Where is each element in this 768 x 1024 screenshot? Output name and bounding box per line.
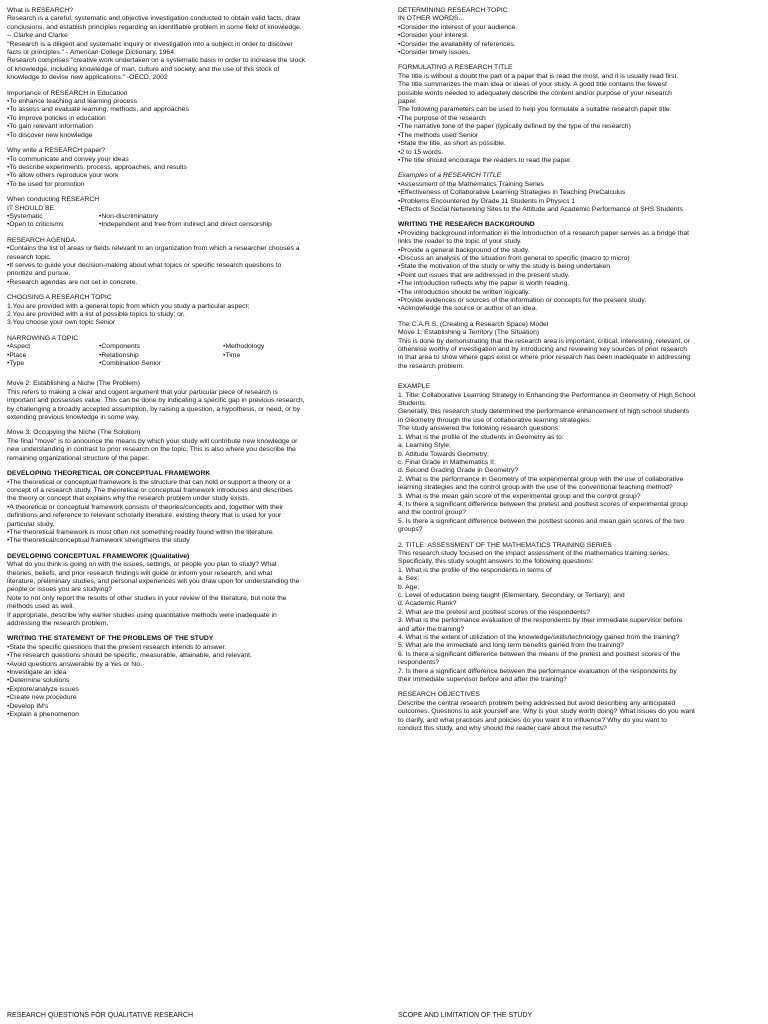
text-line: •The title should encourage the readers to read the paper. bbox=[398, 156, 572, 164]
section bbox=[398, 64, 762, 165]
text-line: b. Attitude Towards Geometry; bbox=[398, 450, 489, 458]
text-line: otherwise worthy of investigation and by introducing and reviewing key sources of prior research bbox=[398, 346, 688, 354]
text-line: c. Final Grade in Mathematics II; bbox=[398, 458, 496, 466]
text-line: •Consider the availability of references. bbox=[398, 40, 516, 48]
text-line: The final "move" is to announce the means by which your study will contribute new knowledge or bbox=[7, 437, 298, 445]
text-line: by challenging a broadly accepted assumption, by raising a question, a hypothesis, or need, or by bbox=[7, 405, 301, 413]
text-line: The study answered the following research questions: bbox=[398, 425, 561, 433]
text-line: links the reader to the topic of your study. bbox=[398, 238, 522, 246]
text-line: IT SHOULD BE: bbox=[7, 204, 56, 212]
text-line: IN OTHER WORDS... bbox=[398, 15, 465, 23]
footer-left-heading: RESEARCH QUESTIONS FOR QUALITATIVE RESEARCH bbox=[7, 1012, 194, 1019]
section-heading: Move 2: Establishing a Niche (The Problem) bbox=[7, 380, 140, 388]
text-line: d. Second Grading Grade in Geometry? bbox=[398, 467, 519, 475]
section-heading: WRITING THE RESEARCH BACKGROUND bbox=[398, 221, 535, 229]
section bbox=[398, 7, 762, 57]
section bbox=[7, 380, 379, 422]
text-line: •To gain relevant information bbox=[7, 123, 93, 131]
text-line: in that area to show where gaps exist or where prior research has been inadequate in addressing bbox=[398, 354, 691, 362]
text-line: •Provide a general background of the study. bbox=[398, 246, 530, 254]
text-line: 1. What is the profile of the students in Geometry as to: bbox=[398, 433, 564, 441]
section-heading: WRITING THE STATEMENT OF THE PROBLEMS OF THE STUDY bbox=[7, 635, 214, 643]
text-line: 1. What is the profile of the respondents in terms of bbox=[398, 566, 552, 574]
section-heading: RESEARCH AGENDA bbox=[7, 236, 75, 244]
text-line: Students. bbox=[398, 400, 427, 408]
text-line: The following parameters can be used to help you formulate a suitable research paper title: bbox=[398, 106, 672, 114]
text-line: •Effects of Social Networking Sites to the Attitude and Academic Performance of SHS Students bbox=[398, 205, 683, 213]
section-heading: When conducting RESEARCH bbox=[7, 196, 100, 204]
bullet-grid bbox=[7, 213, 379, 230]
text-line: facts or principles." - American College Dictionary, 1964 bbox=[7, 49, 174, 57]
section-heading: The C.A.R.S. (Creating a Research Space) Model bbox=[398, 320, 549, 328]
section bbox=[398, 542, 762, 685]
text-line: conclusions, and establish principles regarding an identifiable problem in some field of knowledge. bbox=[7, 23, 302, 31]
section bbox=[7, 635, 379, 719]
section-heading: FORMULATING A RESEARCH TITLE bbox=[398, 64, 513, 72]
text-line: knowledge to devise new applications." -OECD, 2002 bbox=[7, 74, 168, 82]
text-line: 4. What is the extent of utilization of the knowledge/skills/technology gained from the training? bbox=[398, 634, 680, 642]
text-line: Note to not only report the results of other studies in your review of the literature, but note the bbox=[7, 594, 287, 602]
section bbox=[7, 237, 379, 287]
text-line: particular study. bbox=[7, 520, 55, 528]
grid-item: •Place bbox=[7, 351, 27, 359]
text-line: •To describe experiments, process, approaches, and results bbox=[7, 163, 187, 171]
grid-item: •Non-discriminatory bbox=[99, 212, 159, 220]
text-line: •Investigate an idea bbox=[7, 669, 67, 677]
grid-item: •Aspect bbox=[7, 343, 31, 351]
text-line: •The theoretical/conceptual framework strengthens the study bbox=[7, 537, 190, 545]
text-line: •Provide evidences or sources of the information or concepts for the present study. bbox=[398, 297, 647, 304]
text-line: The title summarizes the main idea or ideas of your study. A good title contains the fewest bbox=[398, 81, 667, 89]
text-line: •State the motivation of the study or why the study is being undertaken bbox=[398, 263, 611, 271]
text-line: 5. What are the immediate and long term benefits gained from the training? bbox=[398, 642, 624, 650]
text-line: and the control group? bbox=[398, 509, 467, 517]
text-line: If appropriate, describe why earlier studies using quantitative methods were inadequate in bbox=[7, 611, 277, 619]
section-heading: Importance of RESEARCH in Education bbox=[7, 89, 128, 97]
text-line: •Consider the interest of your audience. bbox=[398, 23, 518, 31]
text-line: •Acknowledge the source or author of an idea. bbox=[398, 305, 538, 313]
text-line: What do you think is going on with the issues, settings, or people you plan to study? What bbox=[7, 561, 277, 569]
section bbox=[7, 7, 379, 83]
grid-item: •Systematic bbox=[7, 212, 43, 220]
text-line: •Avoid questions answerable by a Yes or No. bbox=[7, 660, 142, 668]
left-column bbox=[7, 7, 379, 726]
text-line: •Consider timely issues. bbox=[398, 49, 471, 57]
text-line: remaining organizational structure of the paper. bbox=[7, 454, 150, 462]
section-heading: Why write a RESEARCH paper? bbox=[7, 147, 106, 155]
text-line: c. Level of education being taught (Elementary, Secondary, or Tertiary); and bbox=[398, 592, 625, 599]
text-line: to clarify, and what practices and policies do you want it to influence? Why do you want to bbox=[398, 716, 667, 724]
section-heading: What is RESEARCH? bbox=[7, 7, 74, 14]
grid-item: •Components bbox=[99, 343, 140, 351]
text-line: 3. What is the mean gain score of the experimental group and the control group? bbox=[398, 492, 641, 500]
text-line: •To enhance teaching and learning process bbox=[7, 98, 138, 106]
text-line: research topic. bbox=[7, 253, 52, 261]
text-line: •Research agendas are not set in concrete. bbox=[7, 278, 138, 286]
text-line: •Develop IM's bbox=[7, 702, 49, 710]
text-line: •The theoretical framework is most often not something readily found within the literature. bbox=[7, 528, 275, 536]
grid-item: •Independent and free from indirect and direct censorship bbox=[99, 221, 272, 229]
text-line: •Problems Encountered by Grade 11 Students in Physics 1 bbox=[398, 197, 576, 205]
section bbox=[7, 196, 379, 230]
section bbox=[398, 221, 762, 313]
text-line: •Consider your interest. bbox=[398, 32, 469, 40]
text-line: methods used as well. bbox=[7, 603, 75, 611]
text-line: people or issues you are studying? bbox=[7, 586, 113, 594]
text-line: 3.You choose your own topic Senior bbox=[7, 319, 116, 327]
text-line: This is done by demonstrating that the research area is important, critical, interesting, relevant, or bbox=[398, 337, 691, 345]
text-line: •The research questions should be specific, measurable, attainable, and relevant. bbox=[7, 652, 252, 660]
text-line: The title is without a doubt the part of a paper that is read the most, and it is usually read first. bbox=[398, 72, 679, 80]
text-line: 6. Is there a significant difference between the means of the pretest and posttest scores of the bbox=[398, 650, 681, 658]
text-line: new understanding in contrast to prior research on the topic. This is also where you describe the bbox=[7, 446, 296, 454]
text-line: addressing the research problem. bbox=[7, 620, 109, 627]
text-line: Specifically, this study sought answers to the following questions: bbox=[398, 558, 594, 566]
text-line: •To improve policies in education bbox=[7, 114, 106, 122]
section-heading: Move 3: Occupying the Niche (The Solution) bbox=[7, 429, 141, 437]
section-heading: NARROWING A TOPIC bbox=[7, 334, 79, 342]
section bbox=[398, 691, 762, 733]
grid-item: •Combination Senior bbox=[99, 360, 162, 368]
section bbox=[7, 294, 379, 328]
section bbox=[7, 429, 379, 463]
grid-item: •Methodology bbox=[223, 343, 265, 351]
text-line: of knowledge, including knowledge of man, culture and society, and the use of this stock of bbox=[7, 65, 280, 73]
text-line: •To allow others reproduce your work bbox=[7, 172, 119, 180]
text-line: •Point out issues that are addressed in the present study. bbox=[398, 271, 570, 279]
text-line: •State the specific questions that the present research intends to answer. bbox=[7, 643, 227, 651]
text-line: Generally, this research study determined the performance enhancement of high school students bbox=[398, 408, 690, 416]
text-line: learning strategies and the control group with the use of the conventional teaching method? bbox=[398, 484, 673, 492]
text-line: concept of a research study. The theoretical or conceptual framework introduces and describes bbox=[7, 486, 293, 494]
text-line: 1. Title: Collaborative Learning Strategy in Enhancing the Performance in Geometry of High School bbox=[398, 391, 696, 399]
text-line: This refers to making a clear and cogent argument that your particular piece of research is bbox=[7, 388, 278, 396]
text-line: •Discuss an analysis of the situation from general to specific (macro to micro) bbox=[398, 254, 630, 262]
section bbox=[398, 172, 762, 214]
text-line: Move 1: Establishing a Territory (The Situation) bbox=[398, 329, 540, 337]
text-line: •The introduction should be written logically. bbox=[398, 288, 530, 296]
text-line: 7. Is there a significant difference between the performance evaluation of the respondents by bbox=[398, 667, 677, 675]
grid-item: •Open to criticisms bbox=[7, 221, 64, 229]
text-line: b. Age; bbox=[398, 583, 420, 591]
grid-item: •Time bbox=[223, 351, 241, 359]
text-line: respondents? bbox=[398, 659, 440, 667]
text-line: •Providing background information in the Introduction of a research paper serves as a bridge that bbox=[398, 229, 690, 237]
section bbox=[7, 470, 379, 546]
section-heading: DEVELOPING THEORETICAL OR CONCEPTUAL FRAMEWORK bbox=[7, 470, 211, 478]
section bbox=[7, 553, 379, 629]
text-line: literature, preliminary studies, and personal experiences will you draw upon for understanding the bbox=[7, 577, 300, 585]
text-line: their immediate supervisor before and after the training? bbox=[398, 676, 567, 684]
text-line: paper. bbox=[398, 98, 417, 106]
section-heading: RESEARCH OBJECTIVES bbox=[398, 691, 480, 699]
text-line: outcomes. Questions to ask yourself are: Why is your study worth doing? What issues do you want bbox=[398, 708, 695, 716]
text-line: -- Clarke and Clarke bbox=[7, 32, 68, 40]
text-line: •The theoretical or conceptual framework is the structure that can hold or support a theory or a bbox=[7, 478, 291, 486]
text-line: Research is a careful, systematic and objective investigation conducted to obtain valid facts, draw bbox=[7, 15, 301, 23]
text-line: theories, beliefs, and prior research findings will guide or inform your research, and what bbox=[7, 569, 273, 577]
text-line: groups? bbox=[398, 526, 423, 534]
grid-item: •Type bbox=[7, 360, 25, 368]
text-line: the research problem. bbox=[398, 362, 465, 370]
text-line: conduct this study, and why should the reader care about the results? bbox=[398, 725, 607, 733]
text-line: •2 to 15 words. bbox=[398, 148, 444, 156]
grid-item: •Relationship bbox=[99, 351, 139, 359]
text-line: •A theoretical or conceptual framework consists of theories/concepts and, together with their bbox=[7, 503, 284, 511]
text-line: 1.You are provided with a general topic from which you study a particular aspect; bbox=[7, 302, 250, 310]
section bbox=[7, 90, 379, 140]
text-line: the theory or concept that explains why the research problem under study exists. bbox=[7, 495, 250, 503]
text-line: 2. What are the pretest and posttest scores of the respondents? bbox=[398, 608, 590, 616]
bullet-grid bbox=[7, 343, 379, 368]
section bbox=[398, 321, 762, 371]
section-heading: Examples of a RESEARCH TITLE bbox=[398, 172, 502, 180]
text-line: a. Sex; bbox=[398, 575, 420, 583]
footer-right-heading: SCOPE AND LIMITATION OF THE STUDY bbox=[398, 1012, 533, 1019]
section-heading: CHOOSING A RESEARCH TOPIC bbox=[7, 294, 112, 302]
grid-item bbox=[223, 360, 379, 368]
text-line: important and possesses value. This can be done by indicating a specific gap in previous research, bbox=[7, 397, 305, 405]
section-heading: DEVELOPING CONCEPTUAL FRAMEWORK (Qualitative) bbox=[7, 552, 190, 560]
text-line: •The purpose of the research bbox=[398, 114, 486, 122]
text-line: •State the title, as short as possible. bbox=[398, 140, 506, 148]
text-line: 2. What is the performance in Geometry of the experimental group with the use of collaborative bbox=[398, 475, 684, 483]
text-line: d. Academic Rank? bbox=[398, 600, 457, 608]
text-line: 3. What is the performance evaluation of the respondents by their immediate supervisor before bbox=[398, 617, 683, 625]
text-line: 2.You are provided with a list of possible topics to study; or, bbox=[7, 311, 185, 318]
text-line: •Explain a phenomenon bbox=[7, 711, 79, 719]
text-line: Research comprises "creative work undertaken on a systematic basis in order to increase the stock bbox=[7, 57, 306, 65]
text-line: This research study focused on the impact assessment of the mathematics training series. bbox=[398, 549, 670, 557]
text-line: extending previous knowledge in some way. bbox=[7, 414, 140, 422]
text-line: •To assess and evaluate learning, methods, and approaches bbox=[7, 106, 189, 114]
text-line: 4. Is there a significant difference between the pretest and posttest scores of experimental group bbox=[398, 500, 688, 508]
text-line: in Geometry through the use of collaborative learning strategies. bbox=[398, 416, 592, 424]
text-line: •The narrative tone of the paper (typically defined by the type of the research) bbox=[398, 123, 631, 131]
right-column bbox=[398, 7, 762, 741]
section bbox=[7, 335, 379, 369]
section-heading: DETERMINING RESEARCH TOPIC bbox=[398, 7, 508, 14]
text-line: a. Learning Style; bbox=[398, 442, 451, 450]
text-line: •Assessment of the Mathematics Training Series bbox=[398, 180, 544, 188]
text-line: and after the training? bbox=[398, 625, 465, 633]
text-line: definitions and reference to relevant scholarly literature, existing theory that is used for your bbox=[7, 512, 282, 520]
text-line: possible words needed to adequately describe the content and/or purpose of your research bbox=[398, 89, 672, 97]
section bbox=[7, 147, 379, 189]
text-line: •The methods used Senior bbox=[398, 131, 479, 139]
text-line: •Explore/analyze issues bbox=[7, 685, 79, 693]
text-line: •To communicate and convey your ideas bbox=[7, 155, 129, 163]
section-heading: 2. TITLE: ASSESSMENT OF THE MATHEMATICS TRAINING SERIES bbox=[398, 541, 612, 549]
text-line: prioritize and pursue. bbox=[7, 270, 71, 278]
text-line: •It serves to guide your decision-making about what topics or specific research questions to bbox=[7, 261, 282, 269]
section bbox=[398, 383, 762, 534]
text-line: •To be used for promotion bbox=[7, 180, 85, 188]
text-line: 5. Is there a significant difference between the posttest scores and mean gain scores of the two bbox=[398, 517, 685, 525]
text-line: •The introduction reflects why the paper is worth reading. bbox=[398, 280, 570, 288]
text-line: •Contains the list of areas or fields relevant to an organization from which a researcher chooses a bbox=[7, 245, 300, 253]
text-line: •To discover new knowledge bbox=[7, 131, 93, 139]
text-line: •Effectiveness of Collaborative Learning Strategies in Teaching PreCalculus bbox=[398, 189, 626, 197]
text-line: "Research is a diligent and systematic inquiry or investigation into a subject in order to discover bbox=[7, 40, 293, 48]
text-line: •Determine solutions bbox=[7, 677, 70, 685]
text-line: Describe the central research problem being addressed but avoid describing any anticipated bbox=[398, 699, 676, 707]
section-heading: EXAMPLE bbox=[398, 383, 431, 391]
text-line: •Create new procedure bbox=[7, 694, 77, 702]
